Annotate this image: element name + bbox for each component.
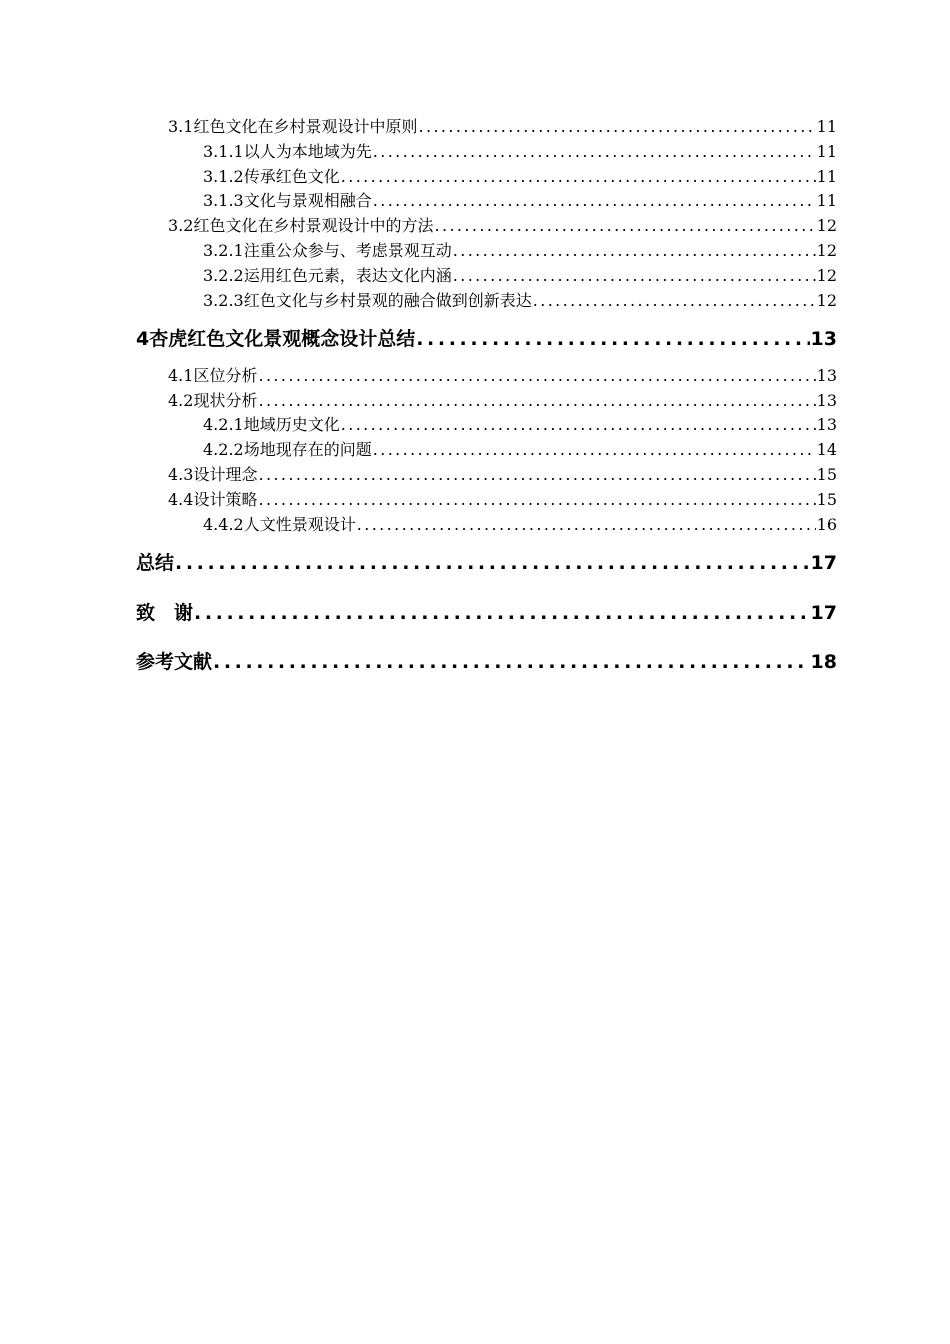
- toc-entry-page: 15: [816, 490, 837, 509]
- toc-leader-dots: [418, 116, 815, 138]
- toc-entry-title: 4.2.2场地现存在的问题: [203, 440, 372, 459]
- toc-leader-dots: [453, 240, 816, 262]
- toc-entry-page: 11: [816, 142, 837, 161]
- toc-entry-title: 4杏虎红色文化景观概念设计总结: [136, 328, 416, 350]
- toc-leader-dots: [373, 141, 816, 163]
- toc-leader-dots: [341, 166, 816, 188]
- toc-entry-title: 4.3设计理念: [168, 465, 258, 484]
- toc-entry-4-3: [168, 464, 837, 486]
- toc-entry-3-1-1: [203, 141, 837, 163]
- toc-entry-title: 3.2.3红色文化与乡村景观的融合做到创新表达: [203, 291, 532, 310]
- toc-leader-dots: [258, 365, 815, 387]
- toc-entry-3-1: [168, 116, 837, 138]
- toc-entry-4-2-2: [203, 439, 837, 461]
- toc-entry-4-4: [168, 489, 837, 511]
- toc-entry-page: 13: [816, 415, 837, 434]
- toc-entry-4-2: [168, 390, 837, 412]
- toc-entry-title: 4.4.2人文性景观设计: [203, 515, 356, 534]
- toc-leader-dots: [373, 439, 816, 461]
- toc-entry-acknowledgements: [136, 600, 837, 626]
- toc-entry-chapter-4: [136, 326, 837, 352]
- toc-leader-dots: [258, 464, 815, 486]
- toc-entry-page: 13: [816, 366, 837, 385]
- toc-entry-3-2-1: [203, 240, 837, 262]
- toc-entry-3-1-3: [203, 190, 837, 212]
- toc-entry-page: 11: [816, 191, 837, 210]
- toc-leader-dots: [258, 390, 815, 412]
- toc-entry-title: 3.1.2传承红色文化: [203, 167, 340, 186]
- toc-leader-dots: [213, 649, 810, 675]
- toc-entry-page: 16: [816, 515, 837, 534]
- toc-entry-title: 3.1.3文化与景观相融合: [203, 191, 372, 210]
- toc-entry-title: 4.2现状分析: [168, 391, 258, 410]
- toc-leader-dots: [357, 514, 816, 536]
- toc-entry-page: 14: [816, 440, 837, 459]
- toc-entry-title: 4.1区位分析: [168, 366, 258, 385]
- toc-entry-title: 3.2.2运用红色元素，表达文化内涵: [203, 266, 452, 285]
- toc-entry-page: 17: [810, 552, 837, 574]
- toc-entry-4-2-1: [203, 414, 837, 436]
- toc-entry-title: 4.2.1地域历史文化: [203, 415, 340, 434]
- toc-leader-dots: [373, 190, 816, 212]
- toc-entry-page: 11: [816, 167, 837, 186]
- toc-entry-title: 致 谢: [136, 602, 194, 624]
- toc-leader-dots: [194, 600, 810, 626]
- toc-entry-page: 12: [816, 241, 837, 260]
- toc-entry-page: 12: [816, 291, 837, 310]
- toc-leader-dots: [341, 414, 816, 436]
- toc-entry-title: 4.4设计策略: [168, 490, 258, 509]
- toc-entry-3-1-2: [203, 166, 837, 188]
- toc-entry-summary: [136, 550, 837, 576]
- toc-leader-dots: [453, 265, 816, 287]
- toc-entry-3-2-3: [203, 290, 837, 312]
- toc-leader-dots: [258, 489, 815, 511]
- toc-entry-title: 总结: [136, 552, 175, 574]
- toc-leader-dots: [416, 326, 809, 352]
- toc-leader-dots: [434, 215, 815, 237]
- toc-entry-title: 3.2红色文化在乡村景观设计中的方法: [168, 216, 434, 235]
- toc-entry-page: 12: [816, 216, 837, 235]
- toc-entry-4-1: [168, 365, 837, 387]
- toc-entry-references: [136, 649, 837, 675]
- toc-entry-4-4-2: [203, 514, 837, 536]
- toc-entry-title: 参考文献: [136, 651, 213, 673]
- toc-entry-page: 11: [816, 117, 837, 136]
- toc-entry-3-2-2: [203, 265, 837, 287]
- toc-entry-page: 13: [810, 328, 837, 350]
- toc-leader-dots: [175, 550, 810, 576]
- toc-entry-title: 3.2.1注重公众参与、考虑景观互动: [203, 241, 452, 260]
- toc-entry-page: 17: [810, 602, 837, 624]
- toc-entry-page: 15: [816, 465, 837, 484]
- toc-entry-page: 13: [816, 391, 837, 410]
- toc-entry-3-2: [168, 215, 837, 237]
- toc-entry-title: 3.1.1以人为本地域为先: [203, 142, 372, 161]
- toc-entry-page: 18: [810, 651, 837, 673]
- toc-entry-page: 12: [816, 266, 837, 285]
- toc-entry-title: 3.1红色文化在乡村景观设计中原则: [168, 117, 418, 136]
- toc-leader-dots: [533, 290, 816, 312]
